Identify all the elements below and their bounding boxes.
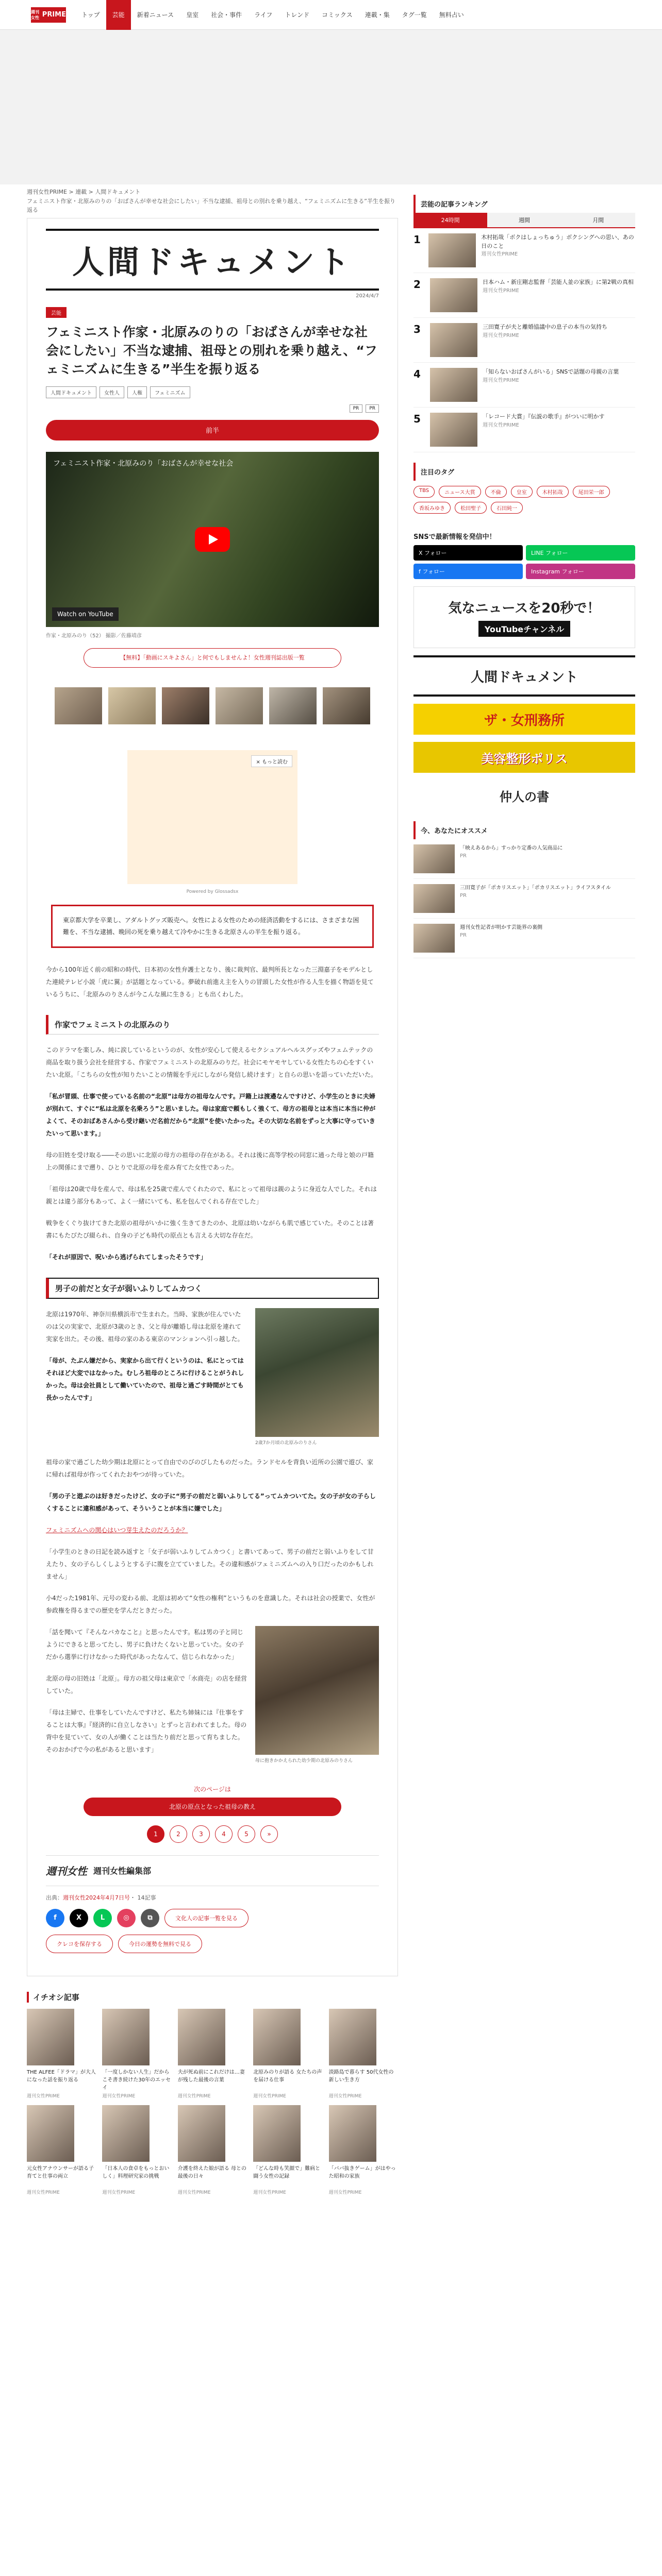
article-meta: 出典：週刊女性2024年4月7日号・ 14記事 — [46, 1894, 156, 1901]
rec-image — [102, 2009, 150, 2065]
instagram-follow-button[interactable]: Instagram フォロー — [526, 564, 635, 579]
pr-badge: PR — [366, 404, 379, 413]
ranking-image — [430, 278, 477, 312]
nav-item-entertainment[interactable]: 芸能 — [106, 0, 131, 30]
ranking-item[interactable]: 5 「レコード大賞」『伝説の歌手』がついに明かす 週刊女性PRIME — [413, 408, 635, 452]
tab-weekly[interactable]: 週間 — [487, 213, 561, 227]
fortune-button[interactable]: 今日の運勢を無料で見る — [118, 1935, 202, 1953]
site-logo[interactable]: 週刊女性 PRIME — [31, 7, 66, 23]
next-page-button[interactable]: 北原の原点となった祖母の教え — [84, 1798, 341, 1816]
ad-close-button[interactable]: × もっと読む — [251, 755, 292, 767]
recommend-image — [413, 924, 455, 953]
sns-title: SNSで最新情報を発信中！ — [413, 533, 496, 541]
instagram-icon[interactable]: ◎ — [117, 1909, 136, 1927]
ranking-item[interactable]: 2 日本ハム・新庄剛志監督「芸能人並の家族」に第2戦の真相 週刊女性PRIME — [413, 273, 635, 318]
quote-paragraph: 「母が、たぶん嫌だから、実家から出て行くというのは、私にとってはそれほど大変ではなかった。むしろ祖母のところに行けることがうれしかった。母は会社員として働いていたので、祖母と過ごす時間がとても長かったんです」 — [46, 1357, 244, 1401]
tab-monthly[interactable]: 月間 — [561, 213, 635, 227]
pr-badges — [46, 404, 379, 413]
cta-button[interactable]: 【無料】「動画にスキよさん」と何でもしませんよ！女性週刊誌出版一覧 — [84, 648, 341, 668]
article-date: 2024/4/7 — [356, 293, 379, 299]
rec-image — [102, 2105, 150, 2162]
rec-card[interactable]: 夫が死ぬ前にこれだけは…妻が残した最後の言葉 週刊女性PRIME — [178, 2009, 247, 2099]
nav-item-top[interactable]: トップ — [81, 11, 100, 19]
family-photo[interactable] — [255, 1626, 379, 1755]
ranking-image — [430, 323, 477, 357]
rec-card[interactable]: 「どんな時も笑顔で」難病と闘う女性の記録 週刊女性PRIME — [253, 2105, 322, 2195]
paragraph: 「小学生のときの日記を読み返すと「女子が弱いふりしてムカつく」と書いてあって、男子の前だと弱いふりをして甘えたり、女の子らしくしようとする子に腹を立てていました。その違和感がフェミニズムへの入り口だったのかもしれません」 — [46, 1548, 374, 1581]
tag-chip[interactable]: 香坂みゆき — [413, 502, 451, 514]
breadcrumb: 週刊女性PRIME > 連載 > 人間ドキュメント フェミニスト作家・北原みのりの「おばさんが幸せな社会にしたい」不当な逮捕、祖母との別れを乗り越え、“フェミニズムに生きる”半生を振り返る — [27, 189, 395, 214]
ranking-image — [430, 413, 477, 447]
clip-button[interactable]: クレコを保存する — [46, 1935, 113, 1953]
youtube-banner[interactable]: 気なニュースを20秒で！ YouTubeチャンネル — [413, 586, 635, 648]
article-tags — [46, 386, 379, 398]
childhood-photo[interactable] — [255, 1308, 379, 1437]
editor-box — [46, 1855, 379, 1886]
quote-paragraph: 「それが原因で、呪いから逃げられてしまったそうです」 — [46, 1253, 207, 1261]
rec-card[interactable]: 「日本人の食卓をもっとおいしく」料理研究家の挑戦 週刊女性PRIME — [102, 2105, 171, 2195]
paragraph: 母の旧姓を受け取る――その思いに北原の母方の祖母の存在がある。それは後に高等学校の同窓に通った母と娘の戸籍上の関係にまで遡り、ひとりで北原の母を産み育てた女性であった。 — [46, 1151, 374, 1171]
line-follow-button[interactable]: LINE フォロー — [526, 545, 635, 561]
page-link[interactable]: 3 — [192, 1825, 210, 1843]
action-bar — [46, 1935, 379, 1953]
tag-chip[interactable]: 皇室 — [511, 486, 533, 498]
tag-chip[interactable]: 石田純一 — [491, 502, 523, 514]
rec-card[interactable]: 元女性アナウンサーが語る子育てと仕事の両立 週刊女性PRIME — [27, 2105, 96, 2195]
rec-card[interactable]: 「一度しかない人生」だからこそ書き続けた30年のエッセイ 週刊女性PRIME — [102, 2009, 171, 2099]
ad-note: Powered by Glossadsx — [186, 889, 239, 895]
breadcrumb-item[interactable]: 週刊女性PRIME — [27, 189, 67, 195]
nav-item-comics[interactable]: コミックス — [322, 11, 353, 19]
quote-paragraph: 「私が冒頭、仕事で使っている名前の“北原”は母方の祖母なんです。戸籍上は渡邉なんですけど、小学生のときに夫婦が別れて、すぐに“私は北原を名乗ろう”と思いました。母は家庭で頼もしく強くて、母方の祖母とは本当に本当に仲がよくて、そのおばあさんから受け継いだ名前だから“北原”を使いたかった。その大切な名前をずっと大事に守っていきたいって思います。」 — [46, 1092, 376, 1137]
rec-image — [27, 2105, 74, 2162]
top-nav — [0, 0, 662, 30]
paragraph: 小4だった1981年、元号の変わる前、北原は初めて“女性の権利”というものを意識した。それは社会の授業で、女性が参政権を得るまでの歴史を学んだときだった。 — [46, 1595, 375, 1615]
rec-image — [178, 2105, 225, 2162]
ranking-image — [430, 368, 477, 402]
rec-card[interactable]: 介護を終えた娘が語る 母との最後の日々 週刊女性PRIME — [178, 2105, 247, 2195]
tag-link[interactable]: フェミニズム — [150, 386, 190, 398]
facebook-follow-button[interactable]: f フォロー — [413, 564, 523, 579]
nav-item-tags[interactable]: タグ一覧 — [402, 11, 427, 19]
next-page-arrow[interactable]: » — [260, 1825, 278, 1843]
rec-card[interactable]: 「ババ抜きゲーム」がはやった昭和の家族 週刊女性PRIME — [329, 2105, 398, 2195]
tag-link[interactable]: 人間ドキュメント — [46, 386, 96, 398]
photo-thumbnail[interactable] — [269, 687, 317, 724]
rec-image — [27, 2009, 74, 2065]
tag-chip[interactable]: 松田聖子 — [455, 502, 487, 514]
paragraph: 祖母の家で過ごした幼少期は北原にとって自由でのびのびしたものだった。ランドセルを背負い近所の公園で遊び、家に帰れば祖母が作ってくれたおやつが待っていた。 — [46, 1459, 373, 1479]
rec-image — [253, 2105, 301, 2162]
recommend-item[interactable]: 「映えあるから」すっかり定番の人気商品に PR — [413, 839, 635, 879]
tag-chip[interactable]: TBS — [413, 486, 435, 498]
quote-paragraph: 「男の子と遊ぶのは好きだったけど、女の子に“男子の前だと弱いふりしてる”ってムカついてた。女の子が女の子らしくすることに違和感があって、そういうことが本当に嫌でした」 — [46, 1493, 376, 1513]
page-wrapper — [27, 184, 635, 2195]
x-follow-button[interactable]: X フォロー — [413, 545, 523, 561]
editor-name[interactable]: 週刊女性編集部 — [93, 1866, 152, 1876]
page-link[interactable]: 1 — [147, 1825, 164, 1843]
paragraph: 今から100年近く前の昭和の時代、日本初の女性弁護士となり、後に裁判官、最判所長となった三淵嘉子をモデルとした連続テレビ小説「虎に翼」が話題となっている。夢破れ前進え主を入りの冒頭した女性が作る人生を描く物語を見ているうちに、「北原みのりさんが今こんな風に生きる」とも出くわした。 — [46, 965, 374, 998]
tag-chip[interactable]: 不倫 — [485, 486, 507, 498]
series-banner-link[interactable]: 人間ドキュメント — [413, 655, 635, 697]
sidebar — [413, 184, 635, 2195]
share-bar — [46, 1909, 379, 1927]
magazine-logo: 週刊女性 — [46, 1865, 87, 1878]
nav-item-trend[interactable]: トレンド — [285, 11, 310, 19]
video-caption: 作家・北原みのり（52） 撮影／佐藤靖彦 — [46, 633, 142, 639]
figure-caption: 2歳7か月頃の北原みのりさん — [255, 1440, 317, 1446]
nav-item-life[interactable]: ライフ — [254, 11, 273, 19]
nav-item-news[interactable]: 新着ニュース — [137, 11, 174, 19]
ranking-item[interactable]: 4 「知らないおばさんがいる」SNSで話題の母親の言葉 週刊女性PRIME — [413, 363, 635, 408]
paragraph: 「話を聞いて『そんなバカなこと』と思ったんです。私は男の子と同じようにできると思ってたし、男子に負けたくないと思っていた。女の子だから選挙に行けなかった時代があったなんて、信じられなかった」 — [46, 1629, 244, 1661]
photo-thumbnail[interactable] — [55, 687, 102, 724]
breadcrumb-current: フェミニスト作家・北原みのりの「おばさんが幸せな社会にしたい」不当な逮捕、祖母との別れを乗り越え、“フェミニズムに生きる”半生を振り返る — [27, 197, 395, 214]
recommended-title: イチオシ記事 — [27, 1992, 398, 2003]
pagination — [46, 1825, 379, 1843]
rec-image — [178, 2009, 225, 2065]
category-badge[interactable]: 芸能 — [46, 307, 67, 318]
photo-thumbnail[interactable] — [108, 687, 156, 724]
ad-slot[interactable] — [127, 750, 297, 884]
rec-image — [329, 2009, 376, 2065]
line-icon[interactable]: L — [93, 1909, 112, 1927]
breadcrumb-item[interactable]: 連載 — [75, 189, 87, 195]
ranking-title: 芸能の記事ランキング — [413, 195, 635, 213]
ranking-item[interactable]: 3 三田寛子が夫と離婚協議中の息子の本当の気持ち 週刊女性PRIME — [413, 318, 635, 363]
photo-thumbnail[interactable] — [323, 687, 370, 724]
paragraph: このドラマを楽しみ、純に涙しているというのが、女性が安心して使えるセクシュアルヘルスグッズやフェムテックの商品を取り扱う会社を経営する、作家でフェミニストの北原みのりだ。社会にモヤモヤしている女性たちの心をすくいたい北原。「こちらの女性が知りたいことの情報を手元にしながら発信し続けます」と自らの思いを語っていただいた。 — [46, 1046, 377, 1078]
recommend-image — [413, 884, 455, 913]
recommend-item[interactable]: 三田寛子が「ポカリスエット」「ポカリスエット」ライフスタイル PR — [413, 879, 635, 919]
photo-thumbnail[interactable] — [216, 687, 263, 724]
play-icon[interactable] — [195, 527, 230, 552]
series-banner — [46, 229, 379, 299]
nav-item-series[interactable]: 連載・集 — [365, 11, 390, 19]
nav-item-fortune[interactable]: 無料占い — [439, 11, 464, 19]
video-title: フェミニスト作家・北原みのり「おばさんが幸せな社会 — [53, 459, 234, 468]
photo-thumbnails — [46, 677, 379, 735]
rec-card[interactable]: 淡路島で暮らす 50代女性の新しい生き方 週刊女性PRIME — [329, 2009, 398, 2099]
breadcrumb-item[interactable]: 人間ドキュメント — [95, 189, 141, 195]
tag-cloud — [413, 481, 635, 519]
recommended-section — [27, 1992, 398, 2195]
figure — [255, 1308, 379, 1450]
prison-banner[interactable]: ザ・女刑務所 — [413, 704, 635, 735]
figure — [255, 1626, 379, 1768]
top-ad-band — [0, 30, 662, 184]
x-icon[interactable]: X — [70, 1909, 88, 1927]
paragraph: 「祖母は20歳で母を産んで、母は私を25歳で産んでくれたので、私にとって祖母は親のように身近な人でした。それは親とは違う部分もあって、よく一緒にいても、私を包んでくれる存在でした」 — [46, 1185, 377, 1205]
paragraph: 北原は1970年、神奈川県横浜市で生まれた。当時、家族が住んでいたのは父の実家で、北原が3歳のとき、父と母が離婚し母は北原を連れて実家を出た。その後、祖母の家のある東京のマンションへ引っ越した。 — [46, 1310, 244, 1343]
figure-caption: 母に抱きかかえられた幼少期の北原みのりさん — [255, 1758, 353, 1764]
section-heading: 作家でフェミニストの北原みのり — [46, 1015, 379, 1035]
ranking-image — [428, 233, 476, 267]
paragraph: 「母は主婦で、仕事をしていたんですけど、私たち姉妹には『仕事をすることは大事』『経済的に自立しなさい』とずっと言われてました。母の背中を見ていて、女の人が働くことは当たり前だと思って育ちました。そのおかげで今の私があると思います」 — [46, 1709, 247, 1754]
pr-badge: PR — [350, 404, 363, 413]
recommended-grid — [27, 2009, 398, 2195]
feminism-link[interactable]: フェミニズムへの関心はいつ芽生えたのだろうか？ — [46, 1527, 188, 1534]
article-title: フェミニスト作家・北原みのりの「おばさんが幸せな社会にしたい」不当な逮捕、祖母との別れを乗り越え、“フェミニズムに生きる”半生を振り返る — [46, 324, 377, 377]
follow-button[interactable]: 文化人の記事一覧を見る — [164, 1909, 249, 1927]
nav-item-imperial[interactable]: 皇室 — [186, 11, 199, 19]
sns-buttons — [413, 545, 635, 579]
tag-link[interactable]: 人権 — [127, 386, 147, 398]
nav-item-society[interactable]: 社会・事件 — [211, 11, 242, 19]
section-heading: 男子の前だと女子が弱いふりしてムカつく — [46, 1278, 379, 1299]
tag-chip[interactable]: 尾田栄一郎 — [573, 486, 610, 498]
rec-image — [253, 2009, 301, 2065]
ranking-tabs — [413, 213, 635, 228]
lead-box: 東京都大学を卒業し、アダルトグッズ販売へ。女性による女性のための経済活動をするには、さまざまな困難を、不当な逮捕、晩回の死を乗り越えて冷やかに生きる北原さんの半生を振り返る。 — [51, 905, 374, 948]
next-page-label: 次のページは — [194, 1785, 231, 1793]
paragraph: 北原の母の旧姓は「北原」。母方の祖父母は東京で「水商売」の店を経営していた。 — [46, 1675, 247, 1695]
page-link[interactable]: 5 — [238, 1825, 255, 1843]
paragraph — [46, 1524, 379, 1536]
page-link[interactable]: 4 — [215, 1825, 233, 1843]
recommend-item[interactable]: 週刊女性記者が明かす芸能界の裏側 PR — [413, 919, 635, 958]
tab-24h[interactable]: 24時間 — [413, 213, 487, 227]
tag-chip[interactable]: 木村拓哉 — [537, 486, 569, 498]
source-link[interactable]: 週刊女性2024年4月7日号 — [63, 1894, 130, 1901]
full-text-button[interactable]: 前半 — [46, 420, 379, 440]
article — [27, 218, 398, 1976]
rec-card[interactable]: 北原みのりが語る 女たちの声を届ける仕事 週刊女性PRIME — [253, 2009, 322, 2099]
tag-link[interactable]: 女性人 — [100, 386, 124, 398]
facebook-icon[interactable]: f — [46, 1909, 64, 1927]
tag-chip[interactable]: ニュース大賞 — [439, 486, 481, 498]
main-column — [27, 184, 398, 2195]
video-player[interactable] — [46, 452, 379, 627]
paragraph: 戦争をくぐり抜けてきた北原の祖母がいかに強く生きてきたのか、北原は幼いながらも肌で感じていた。そのことは著書にもたびたび綴られ、自身の子ども時代の原点とも言える大切な存在だ。 — [46, 1219, 374, 1239]
watch-on-youtube-button[interactable]: Watch on YouTube — [52, 607, 119, 621]
series-banner-title: 人間ドキュメント — [72, 243, 353, 281]
rec-image — [329, 2105, 376, 2162]
rec-card[interactable]: THE ALFEE「ドラマ」が大人になった話を振り返る 週刊女性PRIME — [27, 2009, 96, 2099]
page-link[interactable]: 2 — [170, 1825, 187, 1843]
beauty-banner[interactable]: 美容整形ポリス — [413, 742, 635, 773]
tags-title: 注目のタグ — [413, 463, 635, 481]
matchmaker-banner[interactable]: 仲人の書 — [500, 789, 549, 804]
link-icon[interactable]: ⧉ — [141, 1909, 159, 1927]
photo-thumbnail[interactable] — [162, 687, 209, 724]
recommend-image — [413, 844, 455, 873]
recommend-title: 今、あなたにオススメ — [413, 821, 635, 839]
ranking-item[interactable]: 1 木村拓哉「ボクはしょっちゅう」ボクシングへの思い、あの日のこと 週刊女性PRIME — [413, 228, 635, 273]
